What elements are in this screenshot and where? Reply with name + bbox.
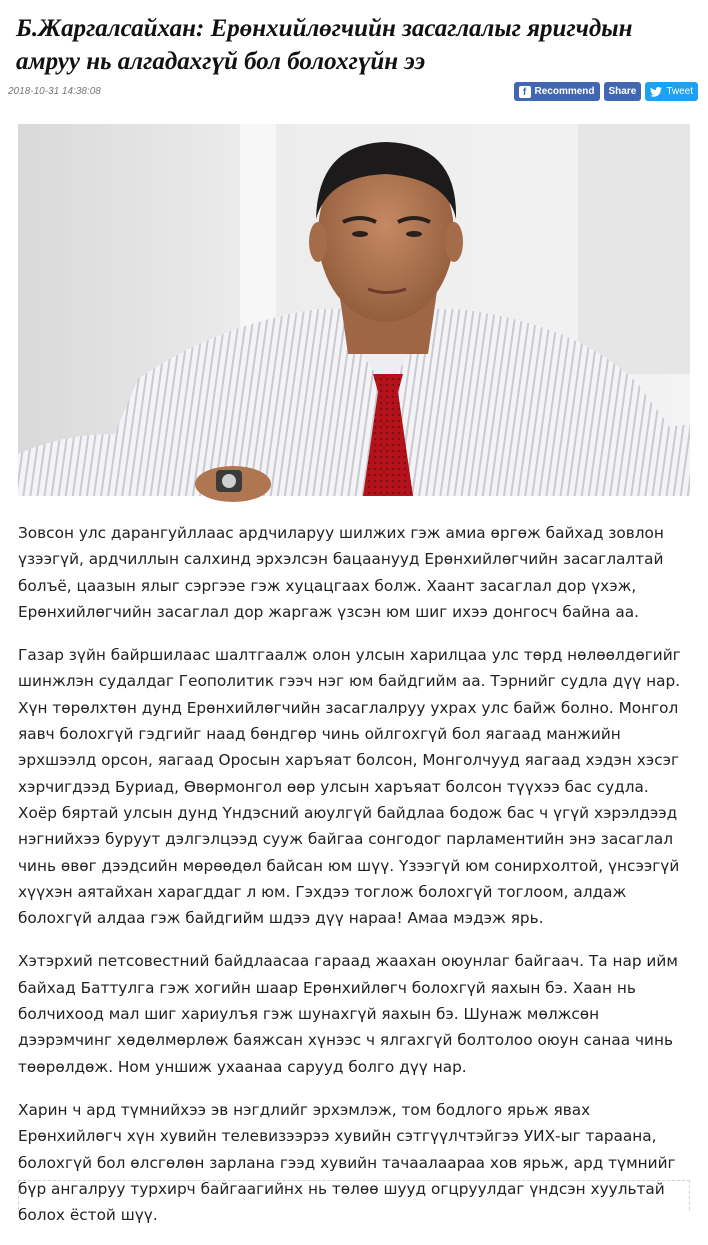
facebook-recommend-button[interactable] — [514, 82, 600, 101]
share-label: Share — [608, 86, 637, 97]
article-datetime: 2018-10-31 14:38:08 — [8, 86, 101, 97]
facebook-icon: f — [519, 86, 531, 98]
portrait-illustration — [18, 124, 690, 496]
comment-box-border — [18, 1180, 690, 1210]
social-buttons — [514, 82, 699, 101]
meta-row — [0, 82, 708, 102]
article-paragraph-2: Газар зүйн байршилаас шалтгаалж олон улсын харилцаа улс төрд нөлөөлдөгийг шинжлэн судалдаг Геополитик гээч нэг юм байдгийм аа. Тэрнийг судла дүү нар. Хүн төрөлхтөн дунд Ерөнхийлөгчийн засаглалруу ухрах улс байж болно. Монгол яавч болохгүй гэдгийг наад бөндгөр чинь ойлгохгүй бол яагаад манжийн эрхшээлд орсон, яагаад Оросын харъяат болсон, Монголчууд яагаад хэдэн хэсэг хэрчигдээд Буриад, Өвөрмонгол өөр улсын харъяат болсон түүхээ бас судла. Хоёр бяртай улсын дунд Үндэсний аюулгүй байдлаа бодож бас ч үгүй хэрэлдээд нэгнийхээ буруут дэлгэлцээд сууж байгаа сонгодог парламентийн энэ засаглал чинь өвөг дээдсийн мөрөөдөл байсан юм шүү. Үзээгүй юм сонирхолтой, үнсээгүй хүүхэн аятайхан харагддаг л юм. Гэхдээ тоглож болохгүй тоглоом, алдаж болохгүй алдаа гэж байдгийм шдээ дүү нараа! Амаа мэдэж ярь. — [18, 646, 681, 928]
article-body — [18, 520, 690, 1245]
tweet-label: Tweet — [666, 86, 693, 97]
article-title: Б.Жаргалсайхан: Ерөнхийлөгчийн засаглалыг яригчдын амруу нь алгадахгүй бол болохгүйн ээ — [16, 15, 633, 75]
twitter-bird-icon — [650, 87, 662, 97]
tweet-button[interactable] — [645, 82, 698, 101]
article-photo — [18, 124, 690, 496]
recommend-label: Recommend — [534, 86, 595, 97]
article-paragraph-4: Харин ч ард түмнийхээ эв нэгдлийг эрхэмлэж, том бодлого ярьж явах Ерөнхийлөгч хүн хувийн телевизээрээ хувийн сэтгүүлчтэйгээ УИХ-ыг тараана, болохгүй бол өлсгөлөн зарлана гээд хувийн тачаалаараа хов ярьж, ард түмнийг бүр ангалруу турхирч байгаагийнх нь төлөө шууд огцруулдаг үндсэн хуультай болох ёстой шүү. — [18, 1100, 676, 1225]
facebook-share-button[interactable] — [604, 82, 642, 101]
article-paragraph-1: Зовсон улс дарангуйллаас ардчиларуу шилжих гэж амиа өргөж байхад зовлон үзээгүй, ардчиллын салхинд эрхэлсэн бацаанууд Ерөнхийлөгчийн засаглалтай болъё, цаазын ялыг сэргээе гэж хуцацгаах болж. Хаант засаглал дор үхэж, Ерөнхийлөгчийн засаглал дор жаргаж үзсэн юм шиг ихээ донгосч байна аа. — [18, 524, 664, 621]
article-paragraph-3: Хэтэрхий петсовестний байдлаасаа гараад жаахан оюунлаг байгаач. Та нар ийм байхад Баттулга гэж хогийн шаар Ерөнхийлөгч болохгүй яахын бэ. Хаан нь болчихоод мал шиг хариулъя гэж шунахгүй яахын бэ. Шунаж мөлжсөн дээрэмчинг хөдөлмөрлөж баяжсан хүнээс ч ялгахгүй болтолоо оюун санаа чинь төөрөлдөж. Ном уншиж ухаанаа сарууд болго дүү нар. — [18, 952, 678, 1076]
